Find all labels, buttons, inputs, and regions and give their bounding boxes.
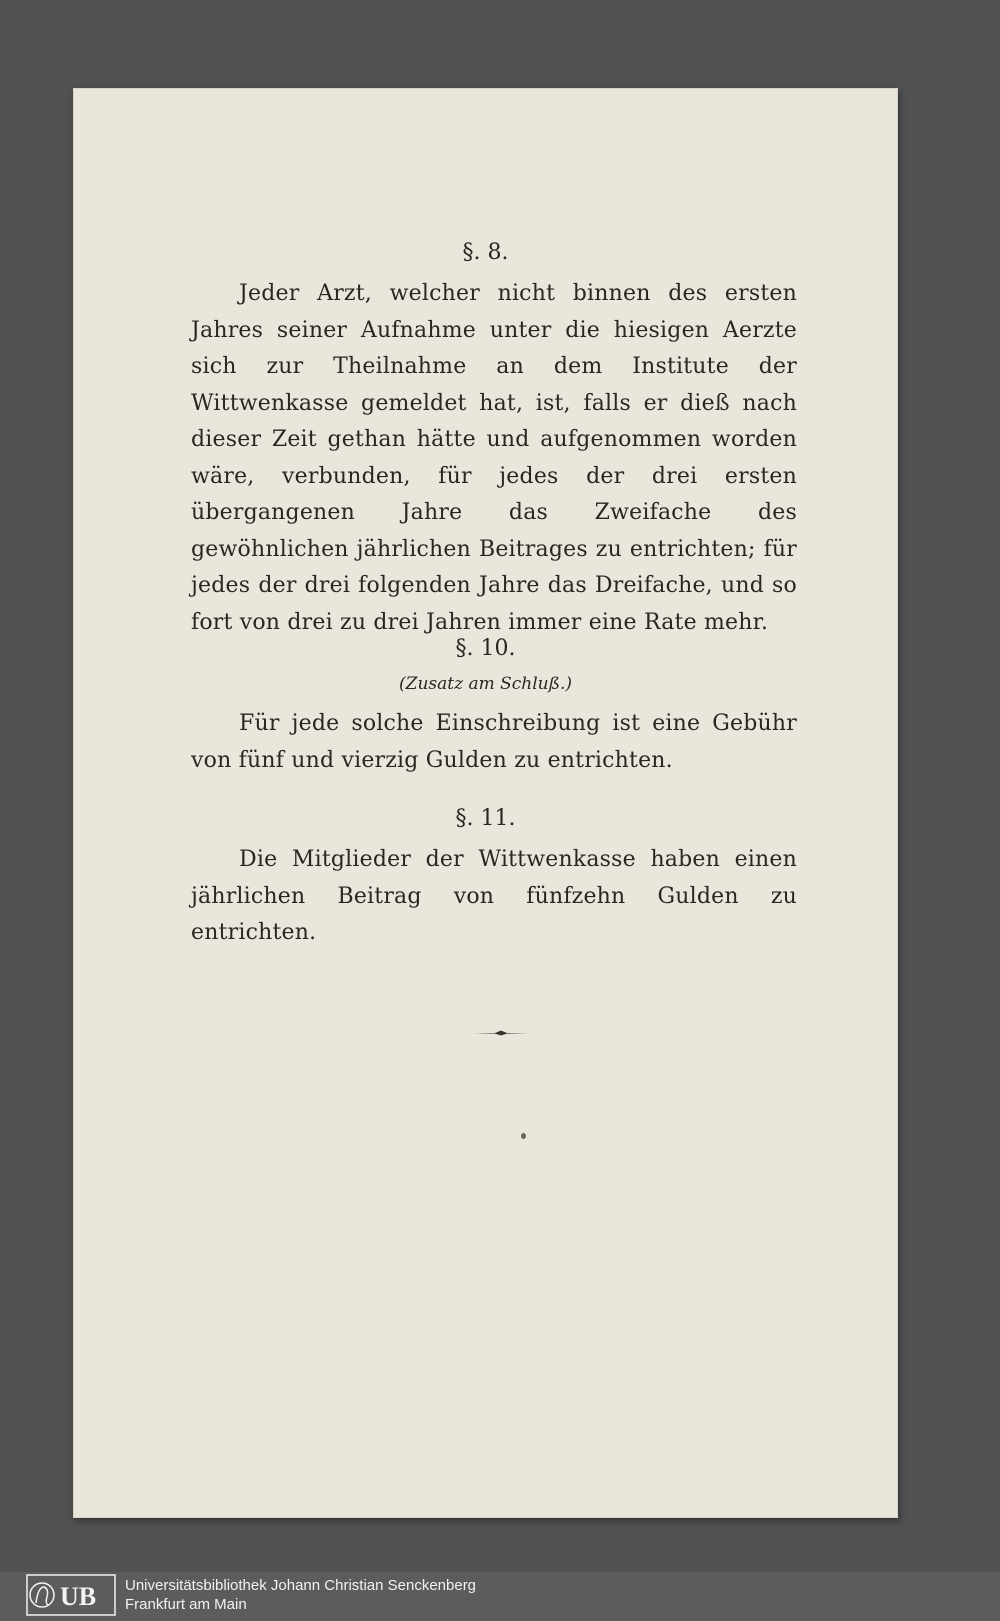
ornament-divider <box>473 1030 529 1036</box>
section-10-heading: §. 10. <box>455 636 516 661</box>
footer-institution-text <box>125 1576 476 1614</box>
svg-text:UB: UB <box>60 1582 97 1611</box>
section-11-paragraph: Die Mitglieder der Wittwenkasse haben einen jährlichen Beitrag von fünfzehn Gulden zu entrichten. <box>191 847 797 945</box>
footer-line-1: Universitätsbibliothek Johann Christian Senckenberg <box>125 1577 477 1594</box>
section-8-paragraph: Jeder Arzt, welcher nicht binnen des ersten Jahres seiner Aufnahme unter die hiesigen Aerzte sich zur Theilnahme an dem Institute der Wittwenkasse gemeldet hat, ist, falls er dieß nach dieser Zeit gethan hätte und aufgenommen worden wäre, verbunden, für jedes der drei ersten übergangenen Jahre das Zweifache des gewöhnlichen jährlichen Beitrages zu entrichten; für jedes der drei folgenden Jahre das Dreifache, und so fort von drei zu drei Jahren immer eine Rate mehr. <box>191 281 797 635</box>
section-8-heading: §. 8. <box>462 240 509 265</box>
paper-speck <box>521 1133 526 1139</box>
section-11-heading: §. 11. <box>455 806 516 831</box>
section-10-subheading: (Zusatz am Schluß.) <box>399 674 572 694</box>
footer-line-2: Frankfurt am Main <box>125 1596 247 1613</box>
section-10-paragraph: Für jede solche Einschreibung ist eine Gebühr von fünf und vierzig Gulden zu entrichten. <box>191 711 797 773</box>
ub-logo <box>26 1573 118 1617</box>
document-page <box>73 88 898 1518</box>
